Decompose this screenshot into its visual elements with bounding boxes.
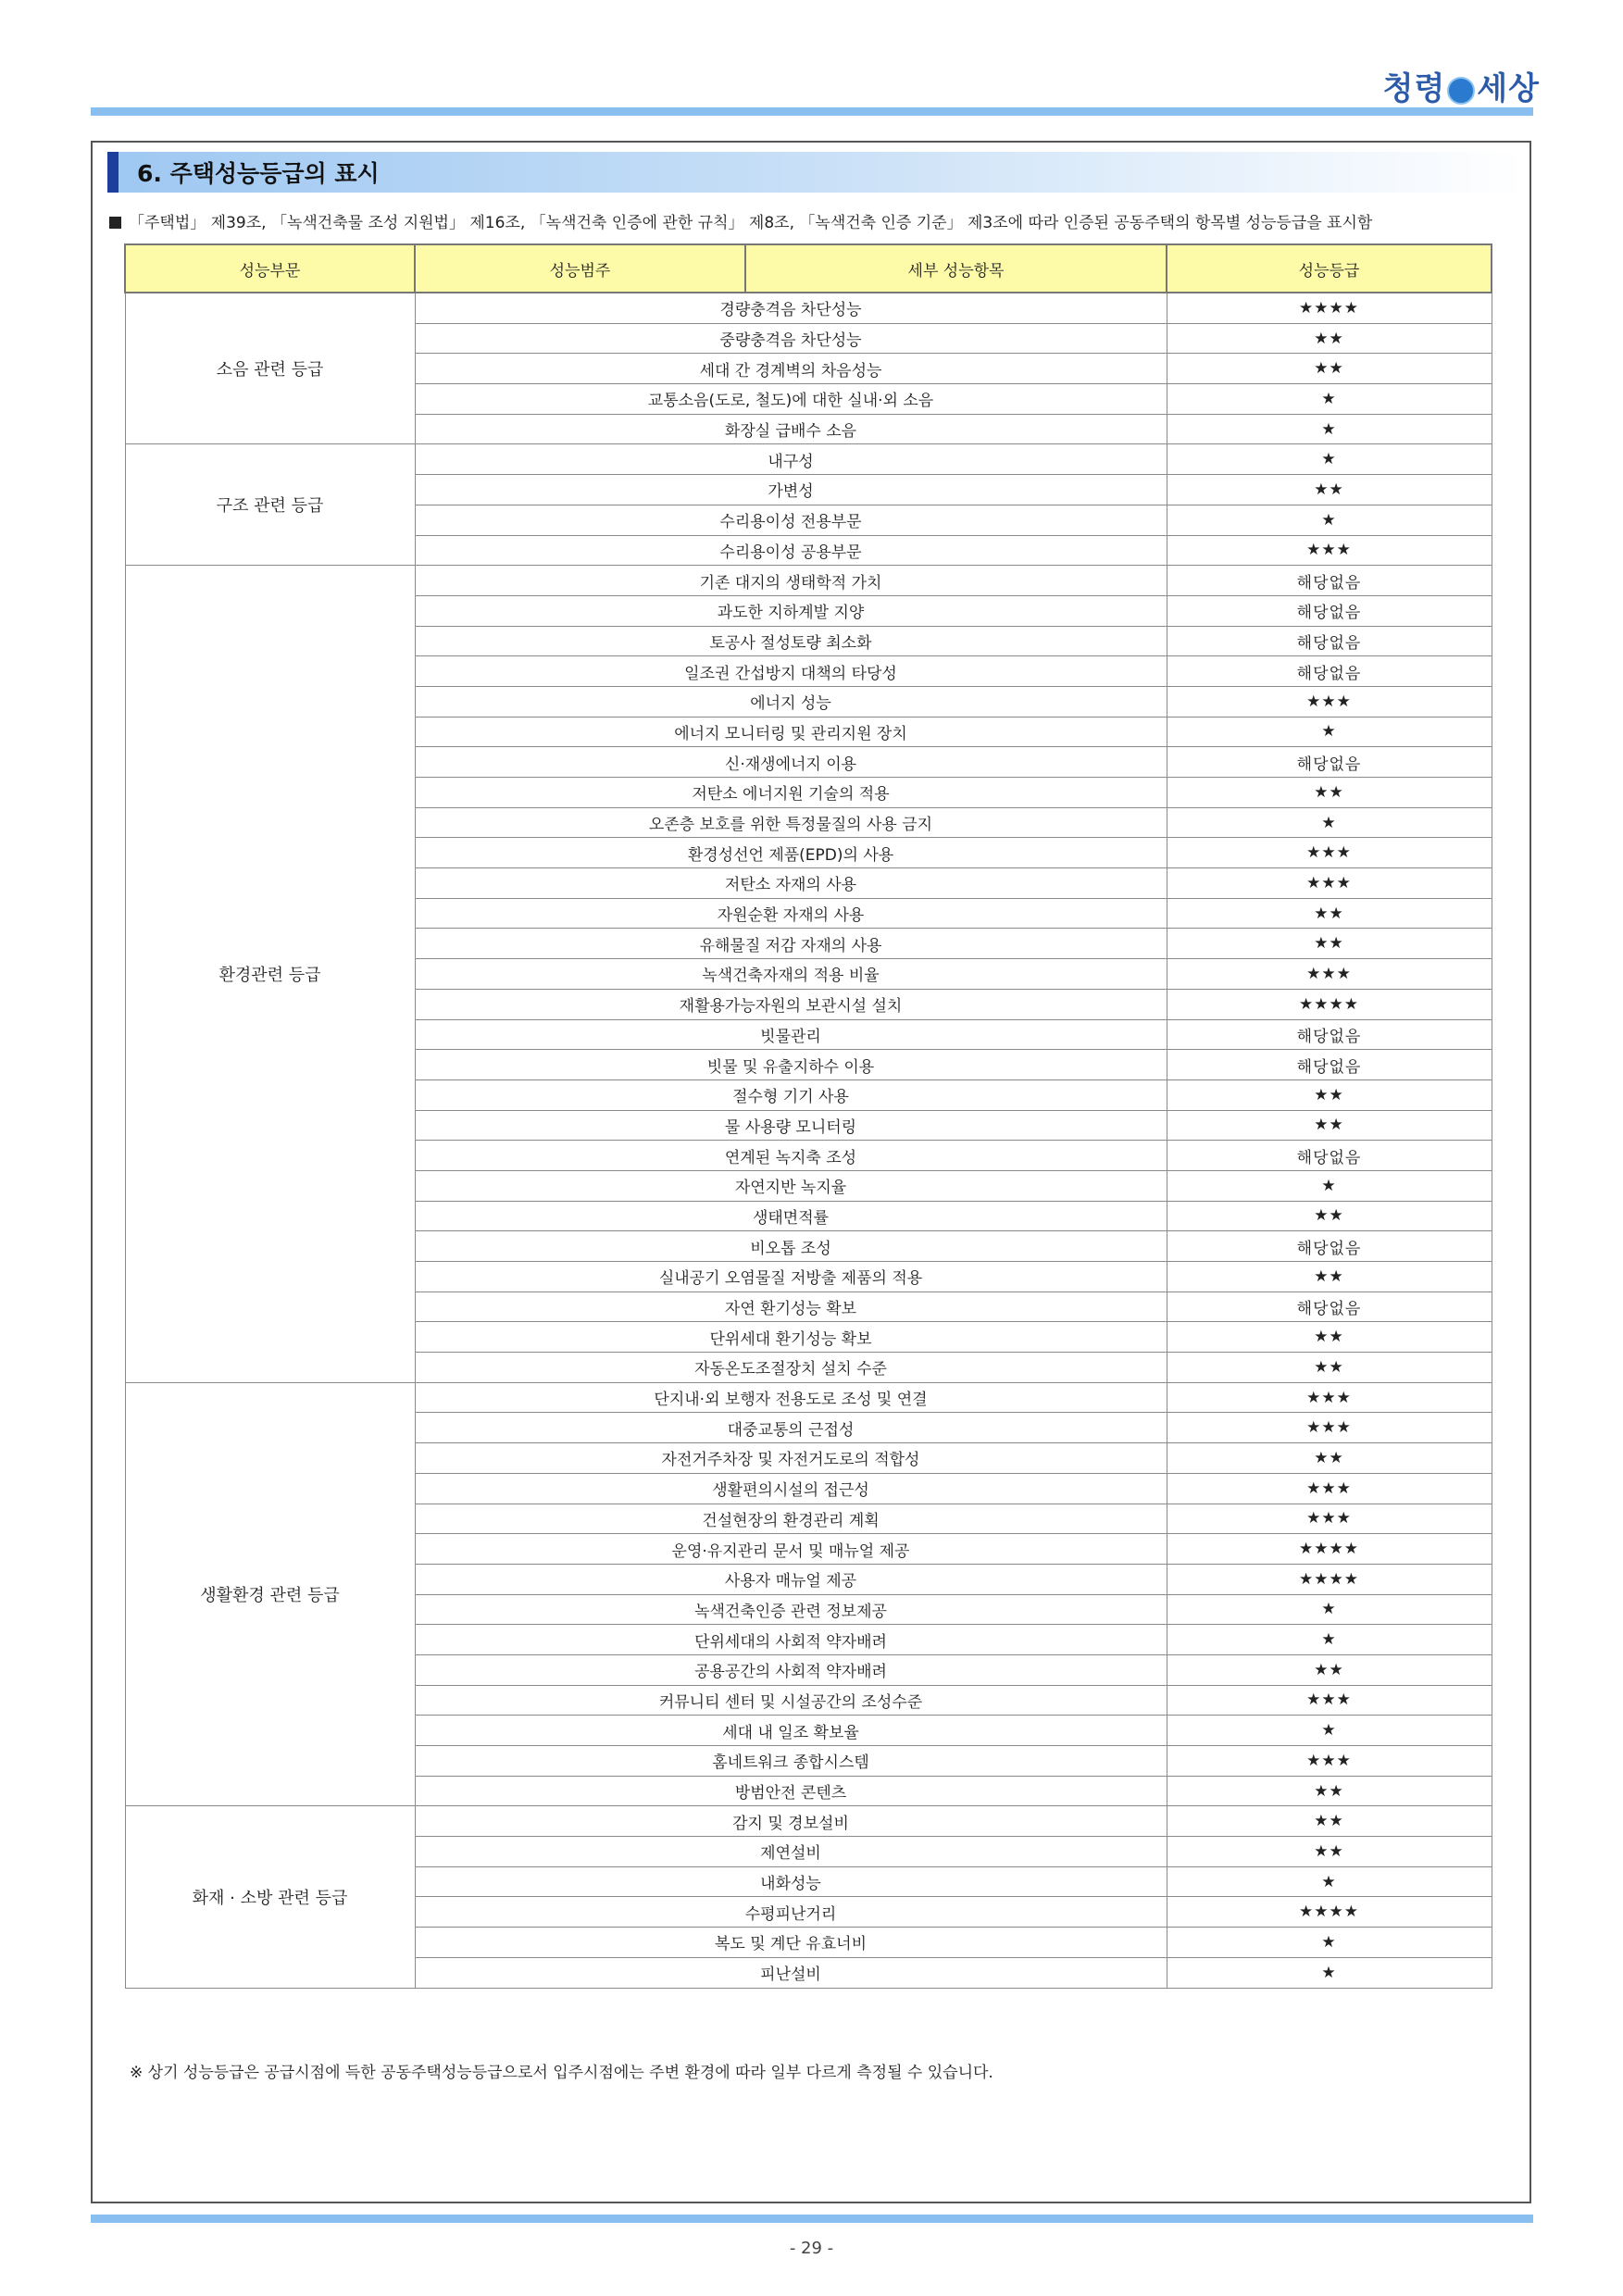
grade-cell: 해당없음: [1167, 1019, 1492, 1050]
grade-cell: ★★★: [1167, 1473, 1492, 1504]
intro-sentence: 「주택법」 제39조, 「녹색건축물 조성 지원법」 제16조, 「녹색건축 인증에 관한 규칙」 제8조, 「녹색건축 인증 기준」 제3조에 따라 인증된 공동주택의 항목별 성능등급을 표시함: [129, 214, 1373, 232]
item-cell: 수리용이성 공용부문: [415, 535, 1167, 566]
category-cell: 소음 관련 등급: [125, 293, 415, 444]
grade-cell: ★: [1167, 1594, 1492, 1625]
item-cell: 단위세대의 사회적 약자배려: [415, 1625, 1167, 1655]
grade-cell: ★★★★: [1167, 293, 1492, 323]
header-item: 세부 성능항목: [745, 244, 1167, 293]
grade-cell: ★★: [1167, 1110, 1492, 1141]
category-cell: 화재 · 소방 관련 등급: [125, 1806, 415, 1988]
item-cell: 공용공간의 사회적 약자배려: [415, 1654, 1167, 1685]
item-cell: 중량충격음 차단성능: [415, 323, 1167, 354]
item-cell: 화장실 급배수 소음: [415, 414, 1167, 444]
grade-cell: 해당없음: [1167, 747, 1492, 778]
item-cell: 물 사용량 모니터링: [415, 1110, 1167, 1141]
item-cell: 환경성선언 제품(EPD)의 사용: [415, 838, 1167, 868]
item-cell: 실내공기 오염물질 저방출 제품의 적용: [415, 1262, 1167, 1292]
item-cell: 대중교통의 근접성: [415, 1413, 1167, 1443]
table-row: [125, 293, 1492, 323]
grade-cell: ★★: [1167, 898, 1492, 929]
item-cell: 운영·유지관리 문서 및 매뉴얼 제공: [415, 1534, 1167, 1565]
item-cell: 경량충격음 차단성능: [415, 293, 1167, 323]
item-cell: 피난설비: [415, 1957, 1167, 1988]
grade-cell: ★★★: [1167, 1504, 1492, 1534]
grade-cell: ★★★: [1167, 535, 1492, 566]
grade-cell: ★: [1167, 807, 1492, 838]
grade-cell: ★★: [1167, 1806, 1492, 1837]
item-cell: 내화성능: [415, 1866, 1167, 1897]
grade-cell: ★★: [1167, 1776, 1492, 1806]
item-cell: 자전거주차장 및 자전거도로의 적합성: [415, 1443, 1167, 1474]
item-cell: 자동온도조절장치 설치 수준: [415, 1353, 1167, 1383]
grade-cell: ★: [1167, 1928, 1492, 1958]
grade-cell: ★: [1167, 717, 1492, 747]
grade-cell: 해당없음: [1167, 1141, 1492, 1171]
table-header-row: [125, 244, 1492, 293]
grade-cell: 해당없음: [1167, 626, 1492, 656]
table-row: [125, 566, 1492, 596]
intro-text: [109, 209, 1372, 232]
footer-band: [91, 2215, 1533, 2223]
category-cell: 환경관련 등급: [125, 566, 415, 1383]
item-cell: 자연 환기성능 확보: [415, 1292, 1167, 1322]
grade-cell: ★★: [1167, 1201, 1492, 1231]
table-body: [125, 293, 1492, 1988]
item-cell: 과도한 지하계발 지양: [415, 595, 1167, 626]
logo: [1383, 63, 1540, 108]
logo-emblem-icon: [1447, 77, 1475, 105]
item-cell: 자원순환 자재의 사용: [415, 898, 1167, 929]
grade-cell: ★: [1167, 1957, 1492, 1988]
grade-cell: ★★: [1167, 1262, 1492, 1292]
grade-cell: ★★★: [1167, 959, 1492, 990]
grade-cell: ★★: [1167, 929, 1492, 959]
item-cell: 사용자 매뉴얼 제공: [415, 1564, 1167, 1594]
item-cell: 교통소음(도로, 철도)에 대한 실내·외 소음: [415, 384, 1167, 415]
item-cell: 빗물 및 유출지하수 이용: [415, 1050, 1167, 1080]
category-cell: 생활환경 관련 등급: [125, 1382, 415, 1806]
grade-cell: ★: [1167, 1866, 1492, 1897]
grade-cell: ★★★: [1167, 838, 1492, 868]
grade-cell: 해당없음: [1167, 1050, 1492, 1080]
item-cell: 복도 및 계단 유효너비: [415, 1928, 1167, 1958]
item-cell: 녹색건축인증 관련 정보제공: [415, 1594, 1167, 1625]
grade-cell: ★★★: [1167, 1746, 1492, 1777]
section-title: 6. 주택성능등급의 표시: [107, 152, 1524, 193]
item-cell: 녹색건축자재의 적용 비율: [415, 959, 1167, 990]
grade-cell: 해당없음: [1167, 566, 1492, 596]
header-category: 성능부문: [125, 244, 415, 293]
performance-grade-table: [124, 243, 1492, 1989]
item-cell: 자연지반 녹지율: [415, 1170, 1167, 1201]
item-cell: 일조권 간섭방지 대책의 타당성: [415, 656, 1167, 687]
grade-cell: 해당없음: [1167, 1292, 1492, 1322]
footnote: ※ 상기 성능등급은 공급시점에 득한 공동주택성능등급으로서 입주시점에는 주변 환경에 따라 일부 다르게 측정될 수 있습니다.: [130, 2064, 993, 2082]
grade-cell: ★★: [1167, 1443, 1492, 1474]
bullet-square-icon: [109, 217, 121, 229]
grade-cell: ★★: [1167, 1322, 1492, 1353]
item-cell: 세대 간 경계벽의 차음성능: [415, 354, 1167, 384]
table-row: [125, 444, 1492, 475]
grade-cell: 해당없음: [1167, 595, 1492, 626]
content-frame: [91, 141, 1531, 2203]
header-band: [91, 107, 1533, 116]
grade-cell: ★: [1167, 1625, 1492, 1655]
logo-text: 청령: [1382, 70, 1446, 107]
item-cell: 단위세대 환기성능 확보: [415, 1322, 1167, 1353]
category-cell: 구조 관련 등급: [125, 444, 415, 566]
grade-cell: ★★: [1167, 1079, 1492, 1110]
item-cell: 홈네트워크 종합시스템: [415, 1746, 1167, 1777]
item-cell: 생태면적률: [415, 1201, 1167, 1231]
item-cell: 커뮤니티 센터 및 시설공간의 조성수준: [415, 1685, 1167, 1716]
grade-cell: ★★★★: [1167, 1534, 1492, 1565]
item-cell: 절수형 기기 사용: [415, 1079, 1167, 1110]
item-cell: 내구성: [415, 444, 1167, 475]
item-cell: 토공사 절성토량 최소화: [415, 626, 1167, 656]
item-cell: 건설현장의 환경관리 계획: [415, 1504, 1167, 1534]
grade-cell: ★: [1167, 384, 1492, 415]
table-row: [125, 1806, 1492, 1837]
grade-cell: ★★: [1167, 1837, 1492, 1867]
item-cell: 에너지 모니터링 및 관리지원 장치: [415, 717, 1167, 747]
header-grade: 성능등급: [1167, 244, 1492, 293]
item-cell: 빗물관리: [415, 1019, 1167, 1050]
item-cell: 재활용가능자원의 보관시설 설치: [415, 989, 1167, 1019]
grade-cell: 해당없음: [1167, 1231, 1492, 1262]
grade-cell: ★: [1167, 505, 1492, 535]
item-cell: 신·재생에너지 이용: [415, 747, 1167, 778]
grade-cell: ★★★: [1167, 1382, 1492, 1413]
grade-cell: ★: [1167, 1716, 1492, 1746]
item-cell: 방범안전 콘텐츠: [415, 1776, 1167, 1806]
item-cell: 비오톱 조성: [415, 1231, 1167, 1262]
item-cell: 제연설비: [415, 1837, 1167, 1867]
grade-cell: ★★★★: [1167, 1564, 1492, 1594]
grade-cell: ★★★: [1167, 1413, 1492, 1443]
item-cell: 생활편의시설의 접근성: [415, 1473, 1167, 1504]
grade-cell: ★: [1167, 1170, 1492, 1201]
item-cell: 단지내·외 보행자 전용도로 조성 및 연결: [415, 1382, 1167, 1413]
table-row: [125, 1382, 1492, 1413]
grade-cell: ★★: [1167, 354, 1492, 384]
item-cell: 저탄소 에너지원 기술의 적용: [415, 778, 1167, 808]
item-cell: 연계된 녹지축 조성: [415, 1141, 1167, 1171]
grade-cell: ★★: [1167, 475, 1492, 505]
grade-cell: ★★: [1167, 1353, 1492, 1383]
item-cell: 저탄소 자재의 사용: [415, 868, 1167, 899]
logo-text-2: 세상: [1477, 70, 1540, 107]
grade-cell: ★★★: [1167, 1685, 1492, 1716]
grade-cell: ★★: [1167, 778, 1492, 808]
item-cell: 수평피난거리: [415, 1897, 1167, 1928]
grade-cell: ★★★★: [1167, 1897, 1492, 1928]
page-number: - 29 -: [789, 2239, 834, 2258]
item-cell: 수리용이성 전용부문: [415, 505, 1167, 535]
grade-cell: 해당없음: [1167, 656, 1492, 687]
grade-cell: ★★: [1167, 1654, 1492, 1685]
item-cell: 유해물질 저감 자재의 사용: [415, 929, 1167, 959]
item-cell: 가변성: [415, 475, 1167, 505]
grade-cell: ★★★: [1167, 868, 1492, 899]
grade-cell: ★★★★: [1167, 989, 1492, 1019]
item-cell: 에너지 성능: [415, 686, 1167, 717]
grade-cell: ★: [1167, 414, 1492, 444]
item-cell: 기존 대지의 생태학적 가치: [415, 566, 1167, 596]
item-cell: 세대 내 일조 확보율: [415, 1716, 1167, 1746]
grade-cell: ★: [1167, 444, 1492, 475]
grade-cell: ★★★: [1167, 686, 1492, 717]
item-cell: 오존층 보호를 위한 특정물질의 사용 금지: [415, 807, 1167, 838]
item-cell: 감지 및 경보설비: [415, 1806, 1167, 1837]
grade-cell: ★★: [1167, 323, 1492, 354]
header-scope: 성능범주: [415, 244, 745, 293]
